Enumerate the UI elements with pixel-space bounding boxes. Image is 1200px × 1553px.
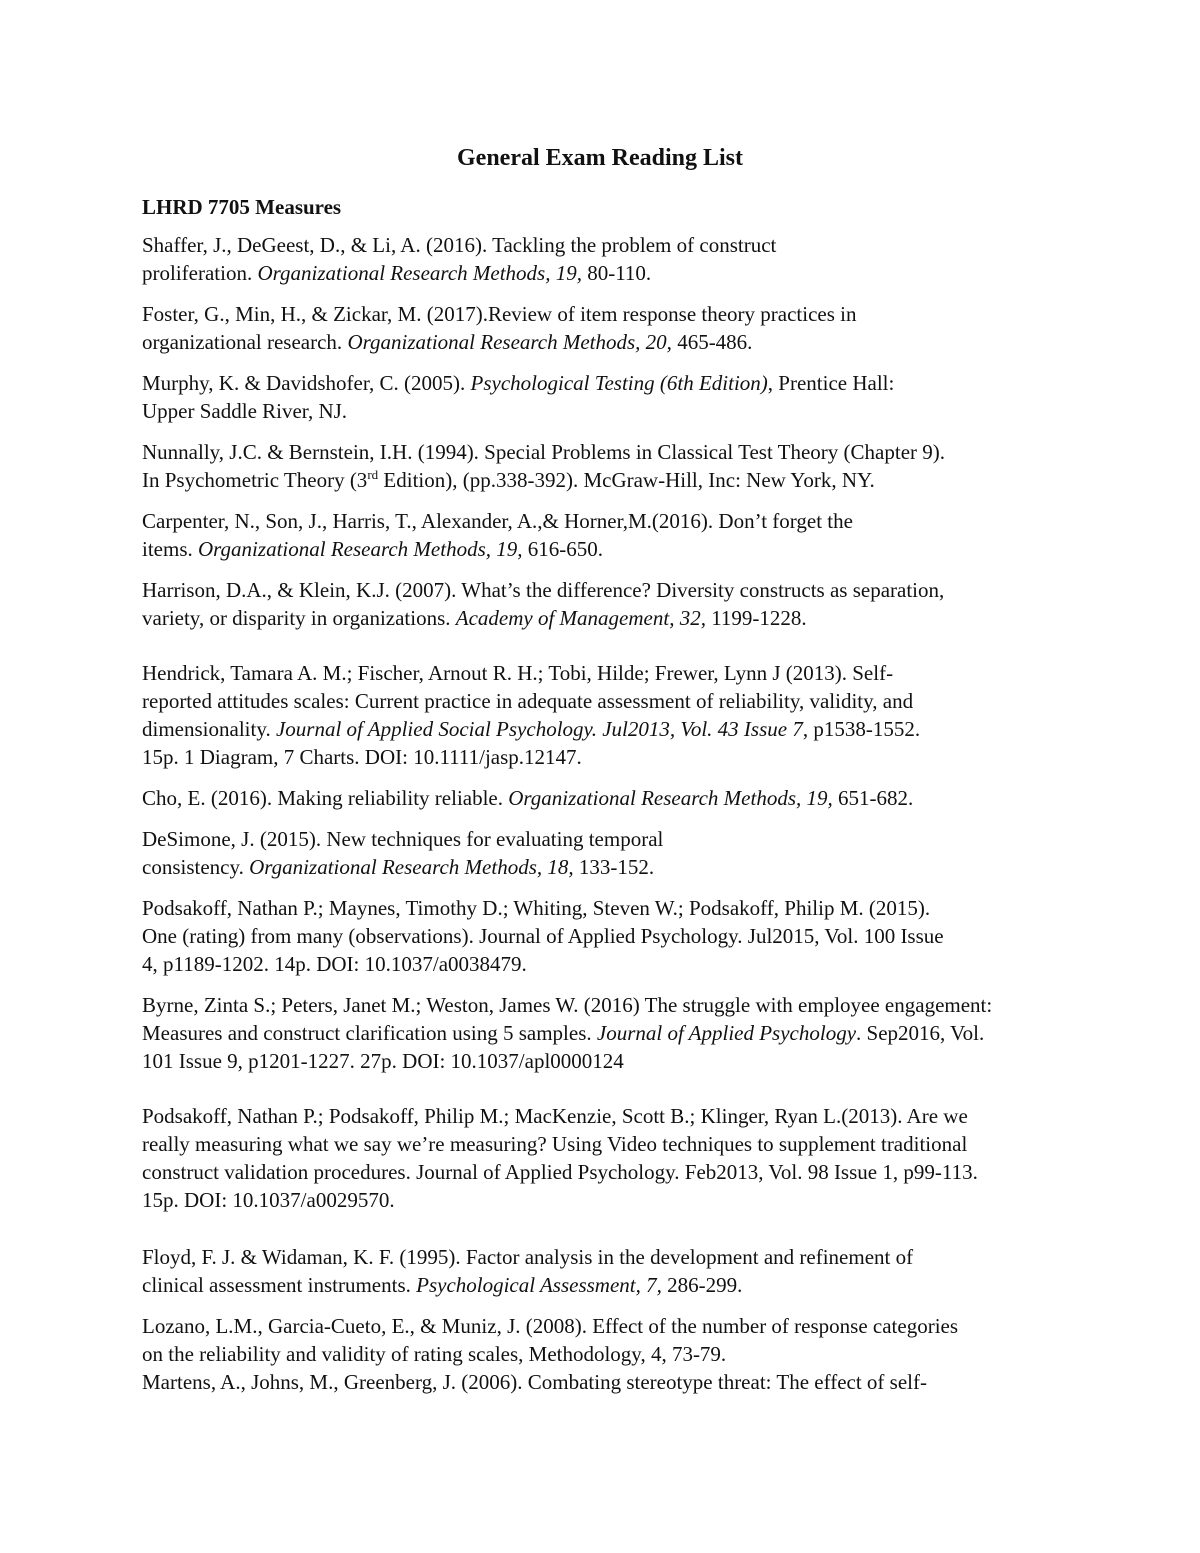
reference-entry: [142, 300, 1080, 356]
reference-text: , Prentice Hall:: [767, 371, 895, 395]
reference-line: [142, 687, 1080, 715]
reference-entry: [142, 1312, 1080, 1368]
reference-entry: [142, 1102, 1080, 1214]
reference-line: [142, 991, 1080, 1019]
reference-line: [142, 825, 1080, 853]
reference-text: 616-650.: [522, 537, 603, 561]
reference-line: [142, 466, 1080, 494]
reference-line: [142, 1340, 1080, 1368]
section-heading: LHRD 7705 Measures: [142, 195, 342, 219]
reference-text: Harrison, D.A., & Klein, K.J. (2007). What’s the difference? Diversity constructs as separation,: [142, 578, 945, 602]
italic-text: Organizational Research Methods, 19,: [257, 261, 582, 285]
reference-line: [142, 1158, 1080, 1186]
italic-text: Psychological Testing (6th Edition): [470, 371, 768, 395]
reference-line: [142, 784, 1080, 812]
reference-entry: [142, 1368, 1080, 1396]
reference-text: One (rating) from many (observations). Journal of Applied Psychology. Jul2015, Vol. 100 Issue: [142, 924, 944, 948]
reference-text: 4, p1189-1202. 14p. DOI: 10.1037/a0038479.: [142, 952, 527, 976]
reference-entry: [142, 369, 1080, 425]
reference-text: Byrne, Zinta S.; Peters, Janet M.; Weston, James W. (2016) The struggle with employee engagement:: [142, 993, 993, 1017]
reference-line: [142, 507, 1080, 535]
reference-line: [142, 1047, 1080, 1075]
reference-text: Measures and construct clarification using 5 samples.: [142, 1021, 597, 1045]
reference-entry: [142, 231, 1080, 287]
reference-text: Foster, G., Min, H., & Zickar, M. (2017).Review of item response theory practices in: [142, 302, 857, 326]
reference-entry: [142, 576, 1080, 632]
reference-text: on the reliability and validity of rating scales, Methodology, 4, 73-79.: [142, 1342, 727, 1366]
reference-line: [142, 300, 1080, 328]
italic-text: Organizational Research Methods, 18,: [249, 855, 574, 879]
reference-line: [142, 743, 1080, 771]
reference-line: [142, 1368, 1080, 1396]
reference-text: dimensionality.: [142, 717, 276, 741]
reference-text: 465-486.: [671, 330, 753, 354]
reference-text: Podsakoff, Nathan P.; Maynes, Timothy D.; Whiting, Steven W.; Podsakoff, Philip M. (2015).: [142, 896, 931, 920]
reference-line: [142, 397, 1080, 425]
reference-text: 651-682.: [832, 786, 914, 810]
reference-text: Podsakoff, Nathan P.; Podsakoff, Philip M.; MacKenzie, Scott B.; Klinger, Ryan L.(2013). Are we: [142, 1104, 968, 1128]
reference-line: [142, 1102, 1080, 1130]
reference-entry: [142, 1243, 1080, 1299]
reference-line: [142, 853, 1080, 881]
reference-text: Murphy, K. & Davidshofer, C. (2005).: [142, 371, 471, 395]
reference-text: . Sep2016, Vol.: [856, 1021, 985, 1045]
reference-text: In Psychometric Theory (3: [142, 468, 368, 492]
page-title: General Exam Reading List: [457, 145, 743, 171]
reference-text: Shaffer, J., DeGeest, D., & Li, A. (2016). Tackling the problem of construct: [142, 233, 777, 257]
reference-line: [142, 1312, 1080, 1340]
reference-line: [142, 231, 1080, 259]
reference-text: consistency.: [142, 855, 250, 879]
reference-line: [142, 1243, 1080, 1271]
reference-list: [142, 231, 1080, 1396]
reference-text: Cho, E. (2016). Making reliability reliable.: [142, 786, 509, 810]
reference-text: Martens, A., Johns, M., Greenberg, J. (2006). Combating stereotype threat: The effect of self-: [142, 1370, 927, 1394]
reference-text: Edition), (pp.338-392). McGraw-Hill, Inc: New York, NY.: [378, 468, 875, 492]
reference-line: [142, 369, 1080, 397]
reference-text: variety, or disparity in organizations.: [142, 606, 456, 630]
reference-entry: [142, 894, 1080, 978]
reference-line: [142, 1271, 1080, 1299]
reference-line: [142, 950, 1080, 978]
reference-text: 1199-1228.: [705, 606, 807, 630]
italic-text: Journal of Applied Social Psychology. Jul2013, Vol. 43 Issue 7: [275, 717, 803, 741]
reference-entry: [142, 438, 1080, 494]
reference-text: reported attitudes scales: Current practice in adequate assessment of reliability, validity, and: [142, 689, 914, 713]
italic-text: Organizational Research Methods, 19,: [508, 786, 833, 810]
italic-text: Academy of Management, 32,: [455, 606, 706, 630]
reference-text: Upper Saddle River, NJ.: [142, 399, 348, 423]
reference-text: 133-152.: [573, 855, 655, 879]
reference-text: Nunnally, J.C. & Bernstein, I.H. (1994). Special Problems in Classical Test Theory (Chapter 9).: [142, 440, 946, 464]
reference-text: 15p. DOI: 10.1037/a0029570.: [142, 1188, 395, 1212]
reference-line: [142, 535, 1080, 563]
reference-line: [142, 1130, 1080, 1158]
reference-text: items.: [142, 537, 198, 561]
reference-entry: [142, 507, 1080, 563]
reference-text: 15p. 1 Diagram, 7 Charts. DOI: 10.1111/jasp.12147.: [142, 745, 582, 769]
reference-entry: [142, 825, 1080, 881]
reference-text: organizational research.: [142, 330, 348, 354]
reference-line: [142, 259, 1080, 287]
reference-text: Floyd, F. J. & Widaman, K. F. (1995). Factor analysis in the development and refinement of: [142, 1245, 914, 1269]
superscript-text: rd: [367, 467, 379, 482]
reference-line: [142, 659, 1080, 687]
italic-text: Organizational Research Methods, 20,: [347, 330, 672, 354]
italic-text: Journal of Applied Psychology: [596, 1021, 857, 1045]
reference-text: DeSimone, J. (2015). New techniques for evaluating temporal: [142, 827, 664, 851]
reference-text: , p1538-1552.: [802, 717, 921, 741]
reference-entry: [142, 991, 1080, 1075]
reference-text: Carpenter, N., Son, J., Harris, T., Alexander, A.,& Horner,M.(2016). Don’t forget the: [142, 509, 853, 533]
reference-text: clinical assessment instruments.: [142, 1273, 417, 1297]
reference-line: [142, 1019, 1080, 1047]
reference-line: [142, 922, 1080, 950]
italic-text: Organizational Research Methods, 19,: [198, 537, 523, 561]
reference-line: [142, 438, 1080, 466]
reference-line: [142, 328, 1080, 356]
reference-text: Hendrick, Tamara A. M.; Fischer, Arnout R. H.; Tobi, Hilde; Frewer, Lynn J (2013). Self-: [142, 661, 894, 685]
reference-entry: [142, 659, 1080, 771]
reference-line: [142, 715, 1080, 743]
reference-text: 286-299.: [661, 1273, 743, 1297]
reference-text: proliferation.: [142, 261, 258, 285]
italic-text: Psychological Assessment, 7,: [416, 1273, 662, 1297]
reference-text: Lozano, L.M., Garcia-Cueto, E., & Muniz, J. (2008). Effect of the number of response categories: [142, 1314, 959, 1338]
reference-line: [142, 894, 1080, 922]
reference-text: 101 Issue 9, p1201-1227. 27p. DOI: 10.1037/apl0000124: [142, 1049, 624, 1073]
reference-line: [142, 1186, 1080, 1214]
reference-entry: [142, 784, 1080, 812]
reference-text: 80-110.: [581, 261, 652, 285]
reference-line: [142, 576, 1080, 604]
reference-text: construct validation procedures. Journal of Applied Psychology. Feb2013, Vol. 98 Issue 1, p99-113.: [142, 1160, 978, 1184]
reference-text: really measuring what we say we’re measuring? Using Video techniques to supplement traditional: [142, 1132, 968, 1156]
reference-line: [142, 604, 1080, 632]
